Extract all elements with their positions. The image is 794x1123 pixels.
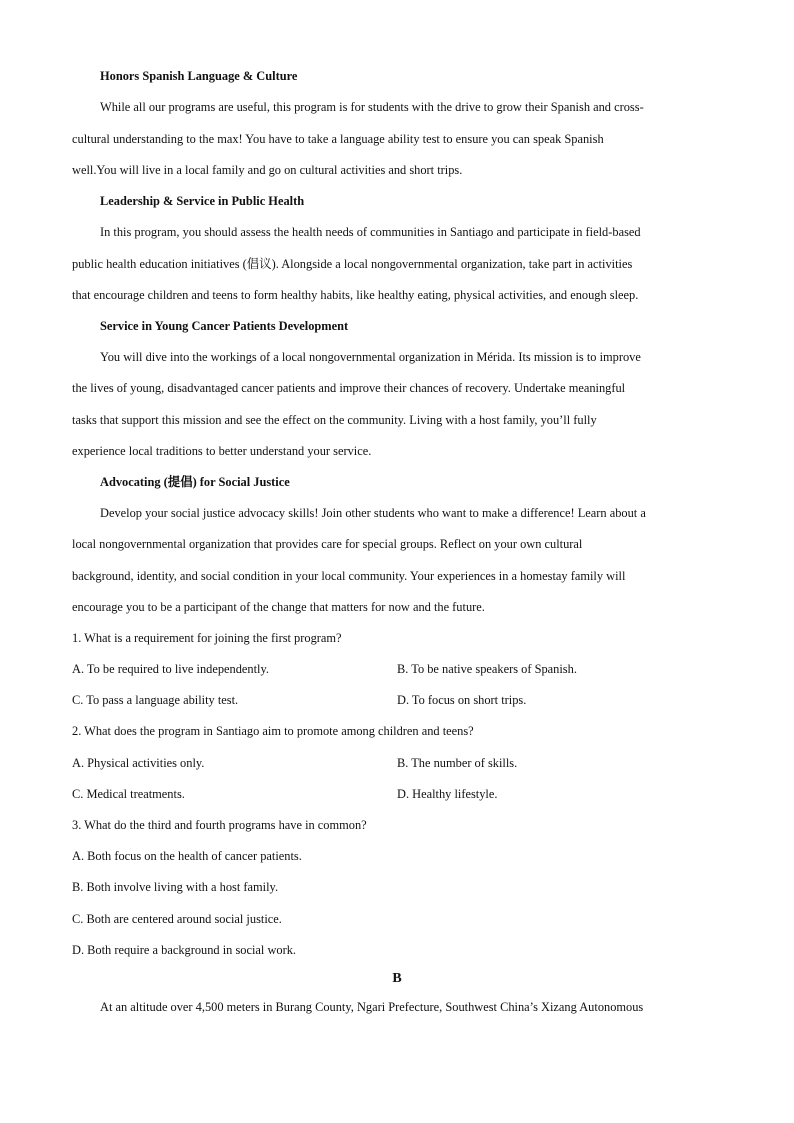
paragraph-line: that encourage children and teens to form healthy habits, like healthy eating, physical activities, and enough sleep. bbox=[72, 288, 639, 302]
question-option: D. Both require a background in social work. bbox=[72, 943, 297, 957]
question-stem: 2. What does the program in Santiago aim to promote among children and teens? bbox=[72, 724, 474, 738]
paragraph-line: local nongovernmental organization that provides care for special groups. Reflect on your own cultural bbox=[72, 537, 583, 551]
paragraph-line: encourage you to be a participant of the change that matters for now and the future. bbox=[72, 600, 485, 614]
paragraph-line: experience local traditions to better understand your service. bbox=[72, 444, 372, 458]
question-option: A. To be required to live independently. bbox=[72, 662, 269, 676]
question-option: D. To focus on short trips. bbox=[397, 693, 527, 707]
section-heading-cancer-patients: Service in Young Cancer Patients Development bbox=[100, 319, 349, 333]
question-stem: 3. What do the third and fourth programs have in common? bbox=[72, 818, 367, 832]
paragraph-line: Develop your social justice advocacy skills! Join other students who want to make a difference! Learn about a bbox=[100, 506, 646, 520]
paragraph-line: the lives of young, disadvantaged cancer patients and improve their chances of recovery. Undertake meaningful bbox=[72, 381, 626, 395]
question-option: C. Medical treatments. bbox=[72, 787, 185, 801]
question-option: B. The number of skills. bbox=[397, 756, 518, 770]
paragraph-line: You will dive into the workings of a local nongovernmental organization in Mérida. Its mission is to improve bbox=[100, 350, 641, 364]
paragraph-line: background, identity, and social condition in your local community. Your experiences in a homestay family will bbox=[72, 569, 626, 583]
paragraph-line: In this program, you should assess the health needs of communities in Santiago and participate in field-based bbox=[100, 225, 641, 239]
question-option: C. Both are centered around social justice. bbox=[72, 912, 282, 926]
section-heading-public-health: Leadership & Service in Public Health bbox=[100, 194, 305, 208]
section-heading-social-justice: Advocating (提倡) for Social Justice bbox=[100, 475, 290, 489]
paragraph-line: cultural understanding to the max! You have to take a language ability test to ensure you can speak Spanish bbox=[72, 132, 604, 146]
paragraph-line: While all our programs are useful, this program is for students with the drive to grow their Spanish and cross- bbox=[100, 100, 644, 114]
question-option: B. To be native speakers of Spanish. bbox=[397, 662, 577, 676]
question-option: A. Physical activities only. bbox=[72, 756, 205, 770]
part-b-label: B bbox=[392, 971, 402, 986]
paragraph-line: tasks that support this mission and see the effect on the community. Living with a host family, you’ll fully bbox=[72, 413, 597, 427]
paragraph-line: public health education initiatives (倡议). Alongside a local nongovernmental organization, take part in activities bbox=[72, 257, 633, 271]
question-option: C. To pass a language ability test. bbox=[72, 693, 239, 707]
question-stem: 1. What is a requirement for joining the first program? bbox=[72, 631, 342, 645]
paragraph-line: well.You will live in a local family and go on cultural activities and short trips. bbox=[72, 163, 463, 177]
question-option: B. Both involve living with a host family. bbox=[72, 880, 279, 894]
paragraph-line: At an altitude over 4,500 meters in Burang County, Ngari Prefecture, Southwest China’s Xizang Autonomous bbox=[100, 1000, 644, 1014]
question-option: D. Healthy lifestyle. bbox=[397, 787, 498, 801]
section-heading-honors-spanish: Honors Spanish Language & Culture bbox=[100, 69, 298, 83]
question-option: A. Both focus on the health of cancer patients. bbox=[72, 849, 302, 863]
